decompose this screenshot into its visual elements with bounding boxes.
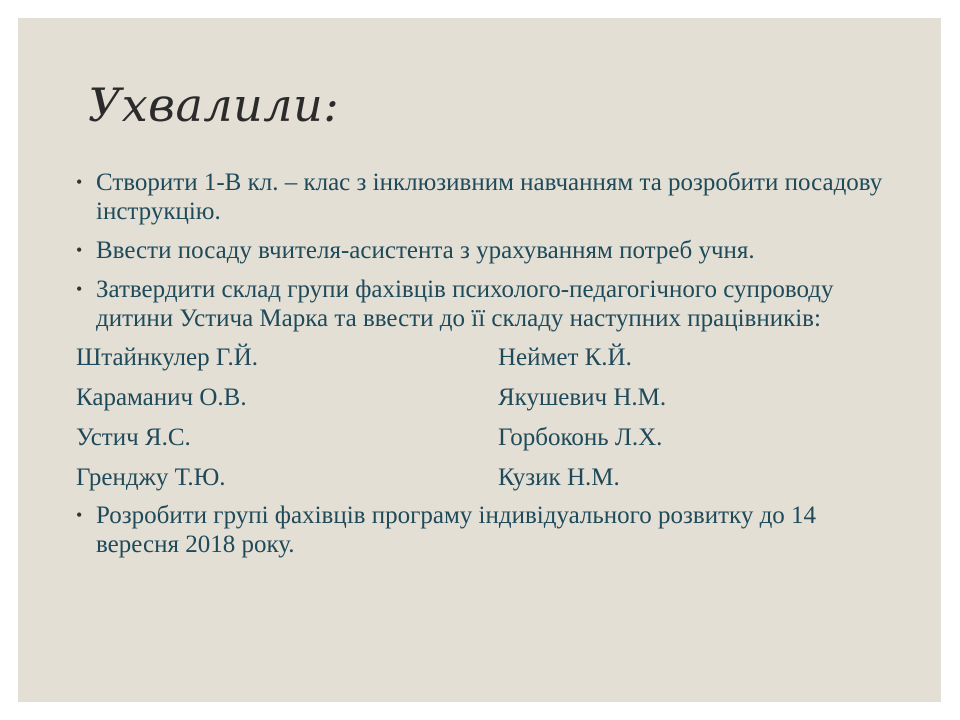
staff-name: Штайнкулер Г.Й. (76, 343, 259, 371)
bullet-icon: • (76, 240, 83, 260)
bullet-item (76, 275, 896, 333)
staff-name: Горбоконь Л.Х. (498, 423, 663, 451)
staff-name: Караманич О.В. (76, 383, 247, 411)
staff-name: Гренджу Т.Ю. (76, 463, 226, 491)
slide-title: Ухвалили: (88, 78, 340, 132)
staff-row (76, 377, 896, 417)
staff-row (76, 457, 896, 497)
bullet-text: Затвердити склад групи фахівців психолого-педагогічного супроводу дитини Устича Марка та ввести до її складу наступних працівників: (96, 276, 834, 332)
bullet-text: Розробити групі фахівців програму індивідуального розвитку до 14 вересня 2018 року. (96, 502, 817, 558)
staff-row (76, 337, 896, 377)
bullet-item (76, 236, 896, 265)
bullet-icon: • (76, 279, 83, 299)
bullet-icon: • (76, 505, 83, 525)
slide-body (76, 168, 896, 569)
staff-row (76, 417, 896, 457)
staff-list (76, 337, 896, 497)
slide (18, 18, 941, 702)
bullet-text: Ввести посаду вчителя-асистента з урахуванням потреб учня. (96, 237, 755, 264)
staff-name: Кузик Н.М. (498, 463, 620, 491)
bullet-text: Створити 1-В кл. – клас з інклюзивним навчанням та розробити посадову інструкцію. (96, 169, 883, 225)
bullet-item (76, 501, 896, 559)
staff-name: Неймет К.Й. (498, 343, 632, 371)
bullet-icon: • (76, 172, 83, 192)
staff-name: Устич Я.С. (76, 423, 191, 451)
staff-name: Якушевич Н.М. (498, 383, 667, 411)
bullet-item (76, 168, 896, 226)
